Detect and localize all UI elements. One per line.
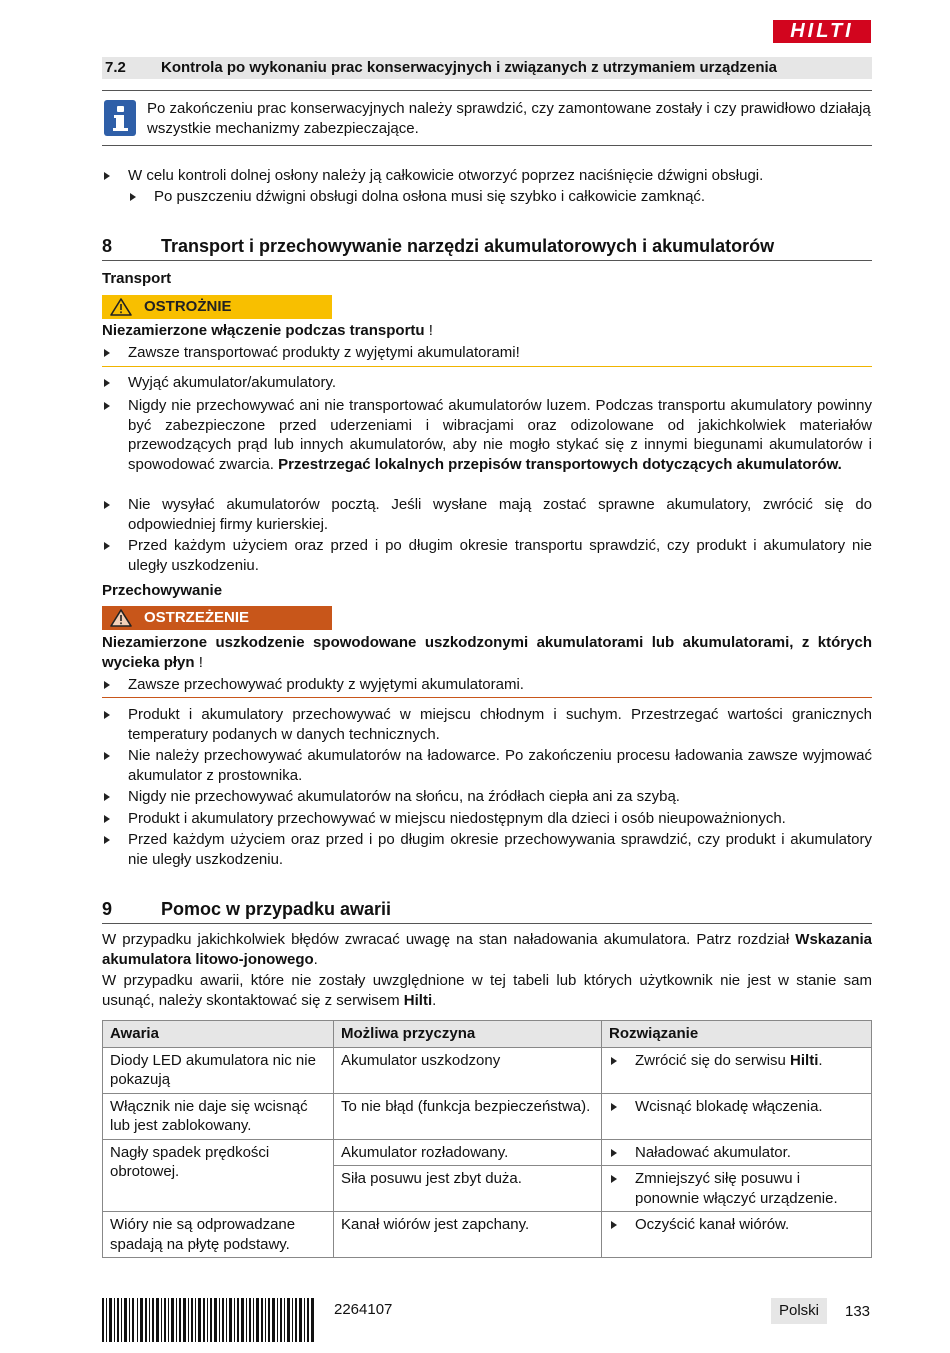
bullet-arrow-icon	[611, 1103, 617, 1111]
table-row	[103, 1093, 872, 1139]
table-cell: Nagły spadek prędkości obrotowej.	[103, 1139, 334, 1212]
section-7-2-heading	[102, 57, 872, 79]
page-number: 133	[845, 1303, 871, 1320]
table-cell: Zwrócić się do serwisu Hilti.	[602, 1047, 872, 1093]
warning-rule	[102, 697, 872, 698]
table-row	[103, 1139, 872, 1166]
bullet-arrow-icon	[104, 172, 110, 180]
table-cell: Wcisnąć blokadę włączenia.	[602, 1093, 872, 1139]
column-header: Rozwiązanie	[602, 1021, 872, 1048]
caution-rule	[102, 366, 872, 367]
bullet-arrow-icon	[611, 1221, 617, 1229]
barcode-icon	[102, 1298, 314, 1342]
bullet-arrow-icon	[611, 1057, 617, 1065]
paragraph: W przypadku jakichkolwiek błędów zwracać uwagę na stan naładowania akumulatora. Patrz rozdział Wskazania akumulatora litowo-jonowego.	[102, 931, 872, 968]
bullet-arrow-icon	[104, 793, 110, 801]
bullet-arrow-icon	[104, 815, 110, 823]
table-cell: Wióry nie są odprowadzane spadają na płytę podstawy.	[103, 1212, 334, 1258]
section-title: Kontrola po wykonaniu prac konserwacyjnych i związanych z utrzymaniem urządzenia	[161, 59, 777, 76]
section-number: 7.2	[105, 59, 126, 76]
document-number: 2264107	[334, 1301, 393, 1318]
hazard-statement: Niezamierzone włączenie podczas transportu !	[102, 322, 433, 339]
bullet-arrow-icon	[104, 681, 110, 689]
table-cell: Naładować akumulator.	[602, 1139, 872, 1166]
bullet-arrow-icon	[104, 501, 110, 509]
table-cell: Włącznik nie daje się wcisnąć lub jest zablokowany.	[103, 1093, 334, 1139]
column-header: Awaria	[103, 1021, 334, 1048]
transport-heading: Transport	[102, 270, 172, 287]
bullet-arrow-icon	[104, 379, 110, 387]
hazard-statement: Niezamierzone uszkodzenie spowodowane uszkodzonymi akumulatorami lub akumulatorami, z których wycieka płyn !	[102, 634, 872, 671]
bullet-arrow-icon	[104, 711, 110, 719]
table-cell: Kanał wiórów jest zapchany.	[334, 1212, 602, 1258]
caution-signal-box: OSTROŻNIE	[102, 295, 332, 319]
column-header: Możliwa przyczyna	[334, 1021, 602, 1048]
bullet-arrow-icon	[104, 542, 110, 550]
info-icon	[104, 100, 136, 136]
warning-triangle-icon	[110, 609, 132, 627]
cross-reference: Wskazania akumulatora litowo-jonowego	[102, 931, 872, 968]
bullet-arrow-icon	[611, 1149, 617, 1157]
info-bottom-rule	[102, 145, 872, 146]
language-label: Polski	[771, 1298, 827, 1324]
table-header-row	[103, 1021, 872, 1048]
bullet-arrow-icon	[104, 836, 110, 844]
section-9-heading: 9 Pomoc w przypadku awarii	[102, 897, 872, 924]
info-note: Po zakończeniu prac konserwacyjnych należy sprawdzić, czy zamontowane zostały i czy prawidłowo działają wszystkie mechanizmy zabezpieczające.	[147, 100, 871, 137]
table-cell: Akumulator uszkodzony	[334, 1047, 602, 1093]
troubleshooting-table	[102, 1020, 872, 1258]
table-row	[103, 1212, 872, 1258]
table-cell: Akumulator rozładowany.	[334, 1139, 602, 1166]
table-cell: Oczyścić kanał wiórów.	[602, 1212, 872, 1258]
bullet-arrow-icon	[130, 193, 136, 201]
warning-triangle-icon	[110, 298, 132, 316]
table-row	[103, 1047, 872, 1093]
bullet-arrow-icon	[104, 752, 110, 760]
section-8-heading: 8 Transport i przechowywanie narzędzi akumulatorowych i akumulatorów	[102, 234, 872, 261]
table-cell: Diody LED akumulatora nic nie pokazują	[103, 1047, 334, 1093]
info-top-rule	[102, 90, 872, 91]
storage-heading: Przechowywanie	[102, 582, 223, 599]
bullet-arrow-icon	[104, 402, 110, 410]
table-cell: Siła posuwu jest zbyt duża.	[334, 1166, 602, 1212]
table-cell: Zmniejszyć siłę posuwu i ponownie włączyć urządzenie.	[602, 1166, 872, 1212]
paragraph: W przypadku awarii, które nie zostały uwzględnione w tej tabeli lub których użytkownik nie jest w stanie sam usunąć, należy skontaktować się z serwisem Hilti.	[102, 972, 872, 1009]
table-cell: To nie błąd (funkcja bezpieczeństwa).	[334, 1093, 602, 1139]
bullet-arrow-icon	[104, 349, 110, 357]
hilti-logo: HILTI	[773, 20, 871, 43]
bullet-arrow-icon	[611, 1175, 617, 1183]
warning-signal-box: OSTRZEŻENIE	[102, 606, 332, 630]
